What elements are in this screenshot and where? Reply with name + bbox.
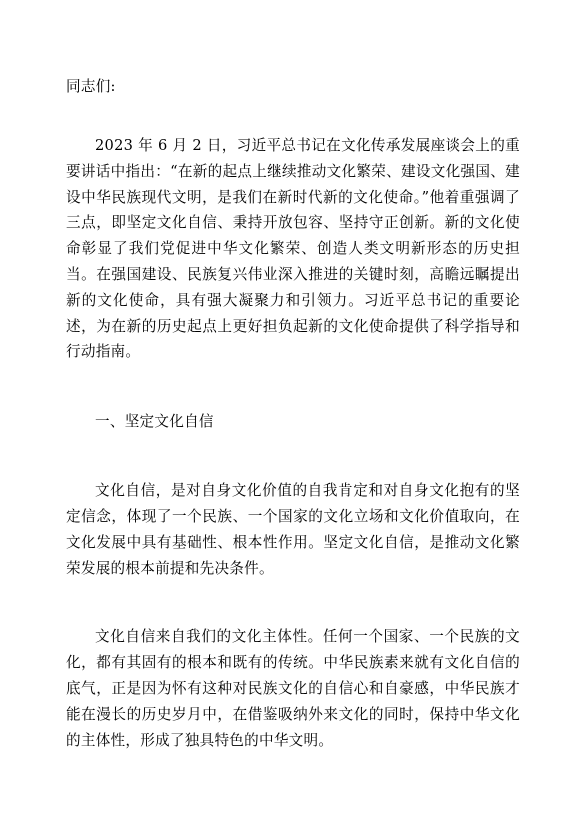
body-paragraph-2: 文化自信来自我们的文化主体性。任何一个国家、一个民族的文化，都有其固有的根本和既有的传统。中华民族素来就有文化自信的底气，正是因为怀有这种对民族文化的自信心和自豪感，中华民族才能在漫长的历史岁月中，在借鉴吸纳外来文化的同时，保持中华文化的主体性，形成了独具特色的中华文明。 [66, 628, 520, 749]
paragraph-spacer [66, 365, 520, 409]
intro-paragraph: 2023 年 6 月 2 日，习近平总书记在文化传承发展座谈会上的重要讲话中指出：“在新的起点上继续推动文化繁荣、建设文化强国、建设中华民族现代文明，是我们在新时代新的文化使命。”他着重强调了三点，即坚定文化自信、秉持开放包容、坚持守正创新。新的文化使命彰显了我们党促进中华文化繁荣、创造人类文明新形态的历史担当。在强国建设、民族复兴伟业深入推进的关键时刻，高瞻远瞩提出新的文化使命，具有强大凝聚力和引领力。习近平总书记的重要论述，为在新的历史起点上更好担负起新的文化使命提供了科学指导和行动指南。 [66, 137, 520, 361]
section-heading: 一、坚定文化自信 [95, 413, 214, 431]
salutation: 同志们: [66, 78, 116, 95]
body-paragraph-1: 文化自信，是对自身文化价值的自我肯定和对自身文化抱有的坚定信念，体现了一个民族、一个国家的文化立场和文化价值取向，在文化发展中具有基础性、根本性作用。坚定文化自信，是推动文化繁荣发展的根本前提和先决条件。 [66, 482, 520, 577]
paragraph-spacer [66, 434, 520, 478]
paragraph-spacer [66, 581, 520, 624]
document-page [66, 74, 520, 753]
